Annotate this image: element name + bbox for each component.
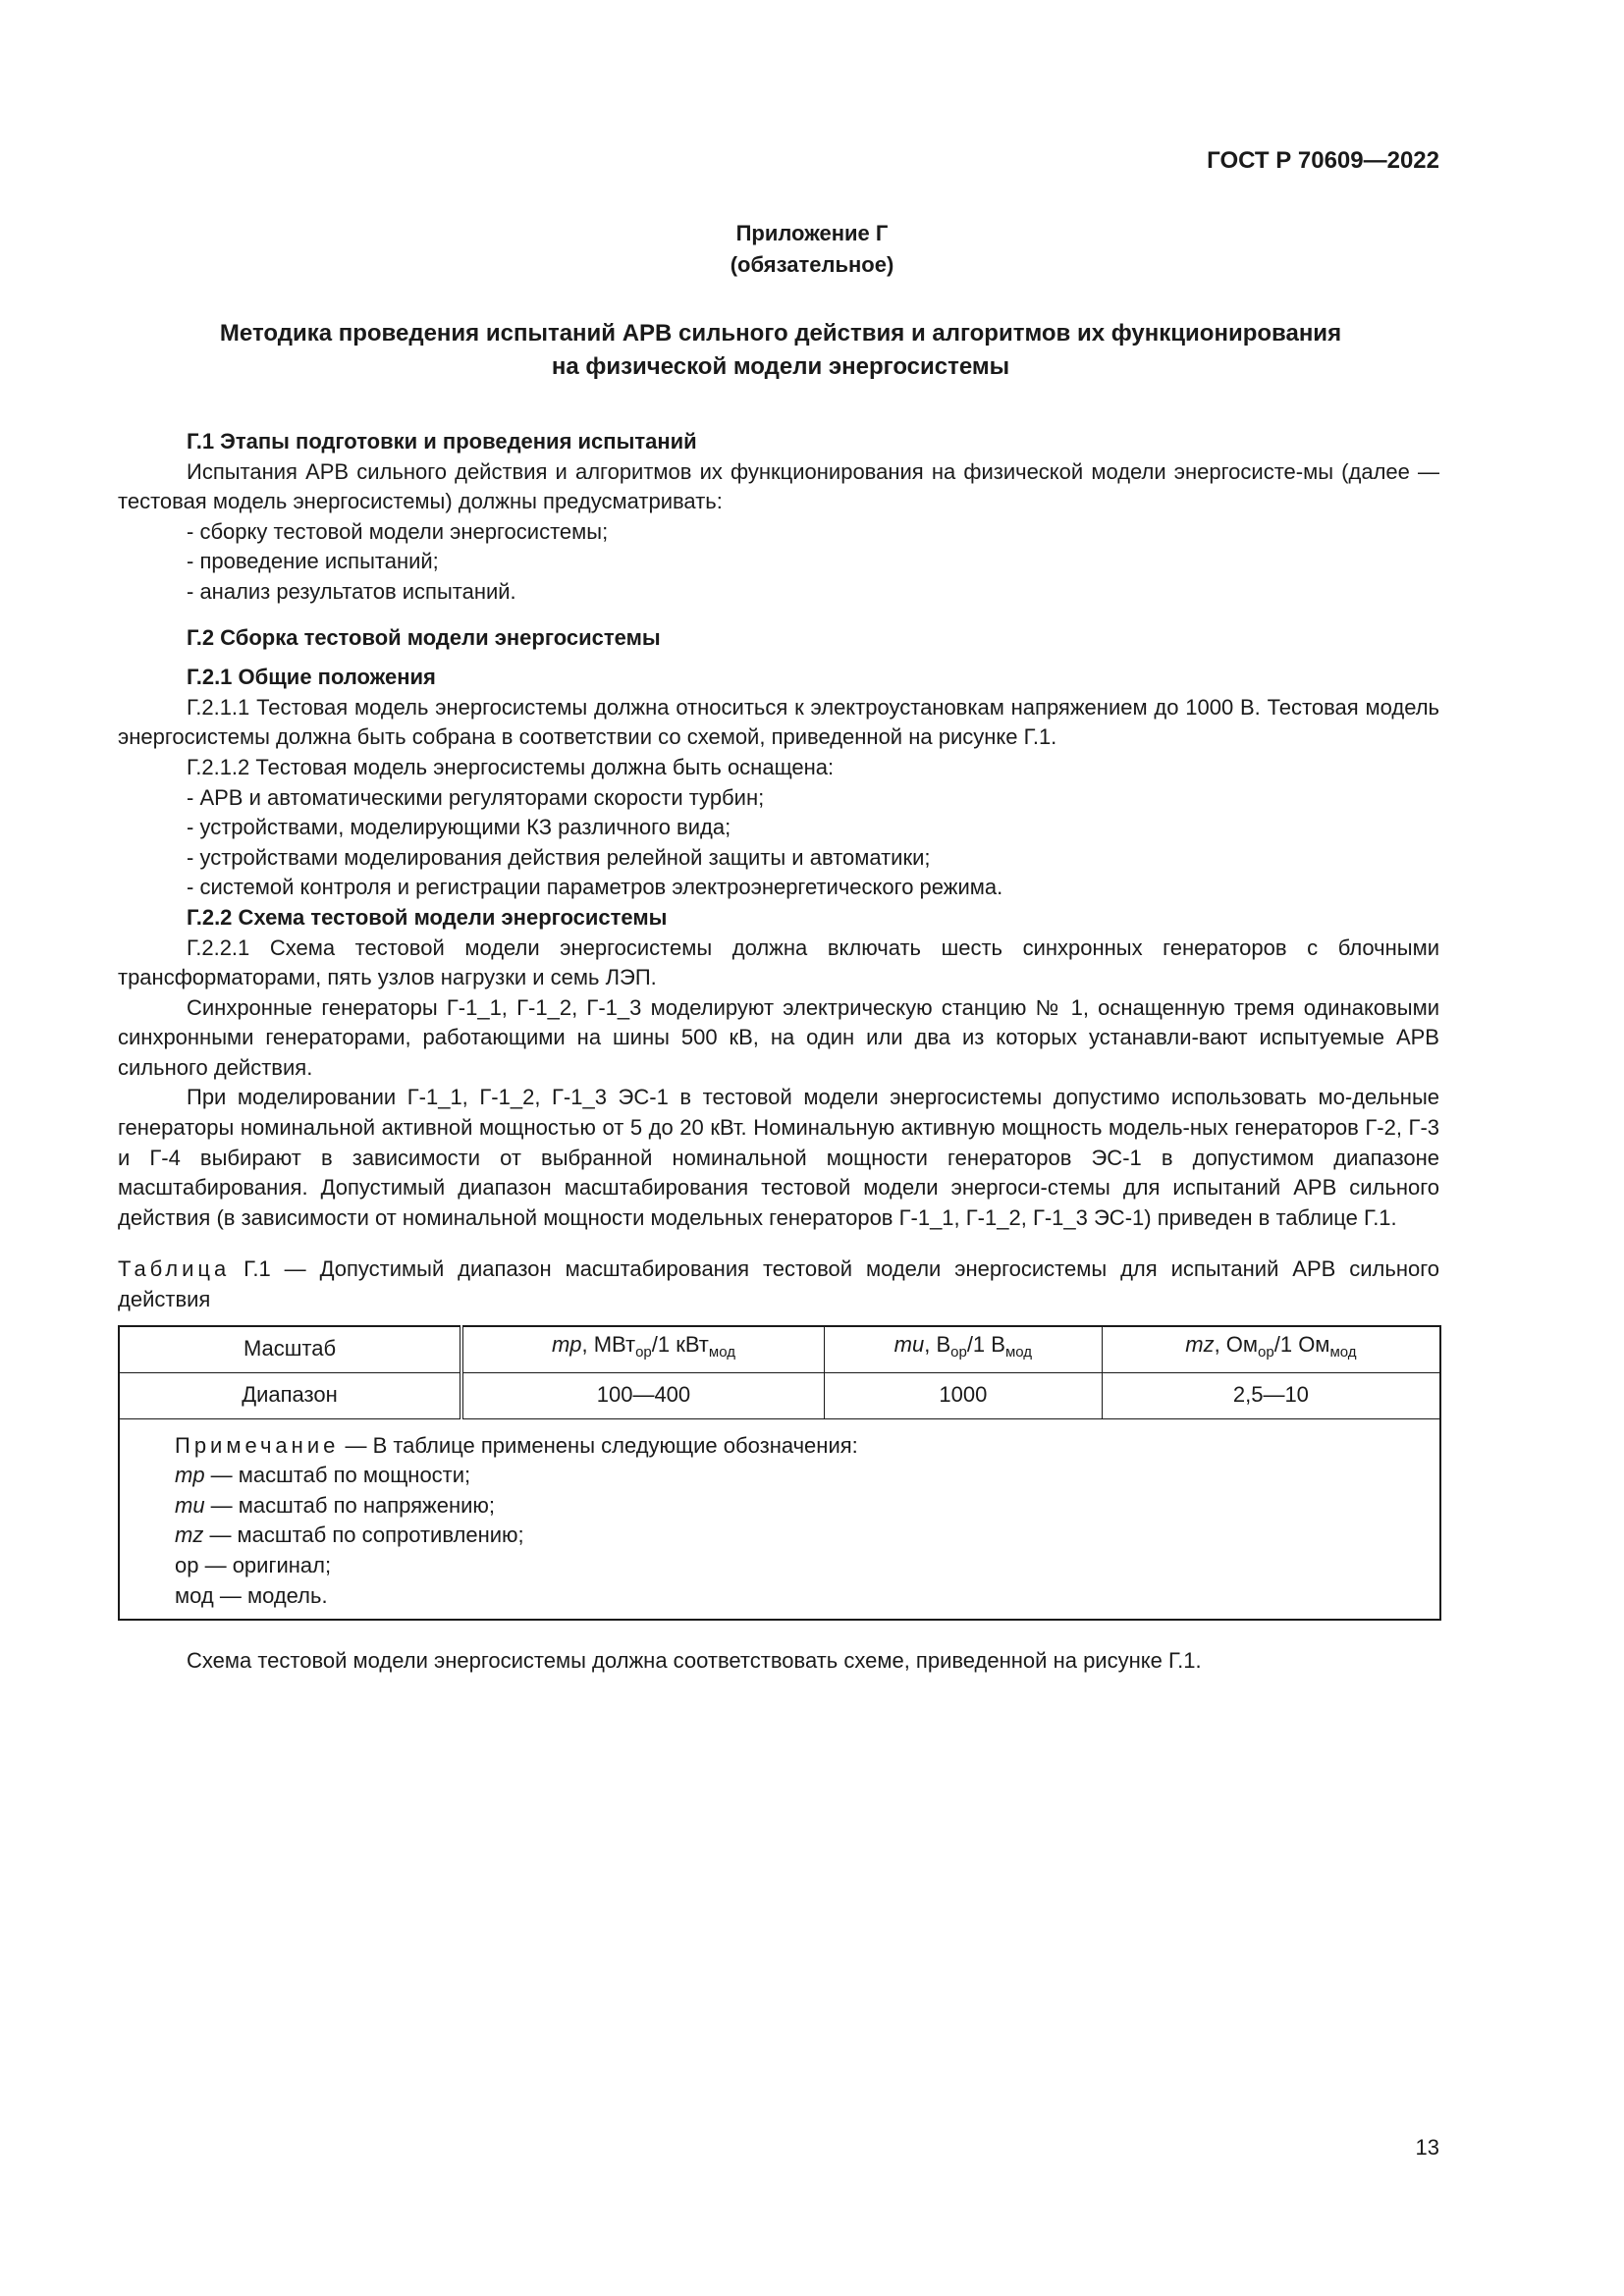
section-heading-g22: Г.2.2 Схема тестовой модели энергосистемы xyxy=(187,904,668,930)
note-item: mu — масштаб по напряжению; xyxy=(175,1492,496,1518)
section-heading-g1: Г.1 Этапы подготовки и проведения испытаний xyxy=(187,429,697,454)
table-note xyxy=(119,1418,1440,1620)
table-row xyxy=(119,1372,1440,1418)
paragraph-g221: Г.2.2.1 Схема тестовой модели энергосистемы должна включать шесть синхронных генераторов с блочными трансформаторами, пять узлов нагрузки и семь ЛЭП. xyxy=(118,934,1439,990)
note-intro: — В таблице применены следующие обозначения: xyxy=(339,1432,858,1458)
paragraph-g1: Испытания АРВ сильного действия и алгоритмов их функционирования на физической модели энергосисте-мы (далее — тестовая модель энергосистемы) должны предусматривать: xyxy=(118,458,1439,514)
table-cell: 1000 xyxy=(824,1372,1102,1418)
table-caption xyxy=(118,1255,1439,1314)
table-cell: Диапазон xyxy=(119,1372,461,1418)
list-item: - АРВ и автоматическими регуляторами скорости турбин; xyxy=(187,784,765,810)
appendix-status: (обязательное) xyxy=(730,252,894,277)
table-cell: 2,5—10 xyxy=(1102,1372,1440,1418)
section-heading-g2: Г.2 Сборка тестовой модели энергосистемы xyxy=(187,624,661,650)
paragraph-generators: Синхронные генераторы Г-1_1, Г-1_2, Г-1_3 моделируют электрическую станцию № 1, оснащенную тремя одинаковыми синхронными генераторами, работающими на шины 500 кВ, на один или два из которых устанавли-вают испытуемые АРВ сильного действия. xyxy=(118,994,1439,1080)
closing-paragraph: Схема тестовой модели энергосистемы должна соответствовать схеме, приведенной на рисунке Г.1. xyxy=(187,1648,1202,1674)
header-cell-mp: mp, МВт$_{ор}$/1 кВт$_{мод}$ xyxy=(461,1326,824,1373)
table-note-row xyxy=(119,1418,1440,1620)
list-item: - системой контроля и регистрации параметров электроэнергетического режима. xyxy=(187,875,1003,900)
note-item: mp — масштаб по мощности; xyxy=(175,1463,471,1488)
header-cell-scale: Масштаб xyxy=(119,1326,461,1373)
table-cell: 100—400 xyxy=(461,1372,824,1418)
header-cell-mz: mz, $Ом_{ор}/1$ $Ом_{мод}$ xyxy=(1102,1326,1440,1373)
list-item: - сборку тестовой модели энергосистемы; xyxy=(187,518,609,544)
document-body xyxy=(118,427,1439,1677)
list-item: - проведение испытаний; xyxy=(187,549,439,574)
document-title-line-2: на физической модели энергосистемы xyxy=(551,353,1010,380)
header-cell-mu: mu, $В_{ор}/1$ $В_{мод}$ xyxy=(824,1326,1102,1373)
table-caption-word: Таблица xyxy=(118,1256,231,1282)
appendix-label: Приложение Г xyxy=(735,221,889,245)
table-header-row xyxy=(119,1326,1440,1373)
note-label: Примечание xyxy=(175,1432,340,1458)
paragraph-modeling: При моделировании Г-1_1, Г-1_2, Г-1_3 ЭС-1 в тестовой модели энергосистемы допустимо использовать мо-дельные генераторы номинальной активной мощностью от 5 до 20 кВт. Номинальную активную мощность модель-ных генераторов Г-2, Г-3 и Г-4 выбирают в зависимости от выбранной номинальной мощности генераторов ЭС-1 в допустимом диапазоне масштабирования. Допустимый диапазон масштабирования тестовой модели энергоси-стемы для испытаний АРВ сильного действия (в зависимости от номинальной мощности модельных генераторов Г-1_1, Г-1_2, Г-1_3 ЭС-1) приведен в таблице Г.1. xyxy=(118,1085,1439,1230)
document-title-line-1: Методика проведения испытаний АРВ сильного действия и алгоритмов их функционирования xyxy=(219,320,1342,347)
list-item: - устройствами, моделирующими КЗ различного вида; xyxy=(187,815,731,840)
scale-table xyxy=(118,1325,1441,1622)
paragraph-g212: Г.2.1.2 Тестовая модель энергосистемы должна быть оснащена: xyxy=(187,754,835,779)
list-item: - устройствами моделирования действия релейной защиты и автоматики; xyxy=(187,844,931,870)
note-item: мод — модель. xyxy=(175,1582,328,1608)
table-caption-text: Г.1 — Допустимый диапазон масштабирования тестовой модели энергосистемы для испытаний АРВ сильного действия xyxy=(118,1256,1439,1312)
page-number: 13 xyxy=(1415,2135,1439,2160)
note-item: mz — масштаб по сопротивлению; xyxy=(175,1522,524,1548)
paragraph-g211: Г.2.1.1 Тестовая модель энергосистемы должна относиться к электроустановкам напряжением до 1000 В. Тестовая модель энергосистемы должна быть собрана в соответствии со схемой, приведенной на рисунке Г.1. xyxy=(118,694,1439,750)
list-item: - анализ результатов испытаний. xyxy=(187,578,516,604)
note-item: ор — оригинал; xyxy=(175,1553,332,1577)
standard-code: ГОСТ Р 70609—2022 xyxy=(1207,147,1439,174)
section-heading-g21: Г.2.1 Общие положения xyxy=(187,665,436,690)
